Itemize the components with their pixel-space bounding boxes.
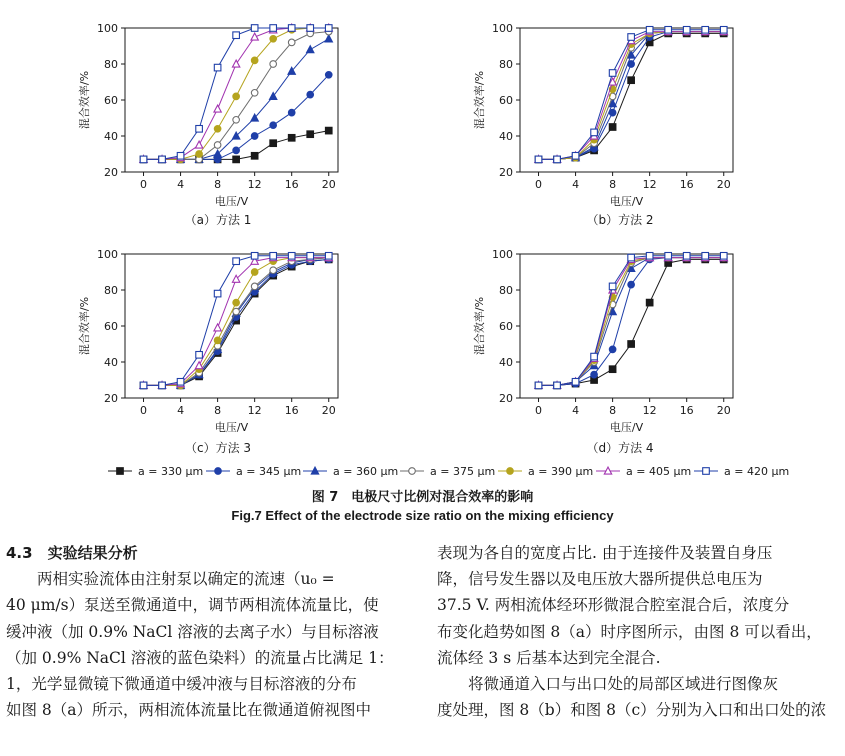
y-tick-label: 80 [499, 58, 513, 71]
figure-caption-en: Fig.7 Effect of the electrode size ratio on the mixing efficiency [231, 508, 614, 523]
left-line: 1，光学显微镜下微通道中缓冲液与目标溶液的分布 [6, 675, 357, 694]
data-point [214, 324, 221, 331]
data-point [251, 253, 258, 260]
plot-frame [520, 254, 733, 398]
x-axis-label: 电压/V [609, 195, 644, 208]
data-point [554, 382, 561, 389]
series-line [539, 258, 724, 386]
x-tick-label: 8 [609, 178, 617, 191]
y-axis-label: 混合效率/% [78, 70, 91, 130]
data-point [233, 93, 240, 100]
y-tick-label: 40 [104, 356, 118, 369]
section-heading: 4.3 实验结果分析 [6, 544, 138, 562]
x-tick-label: 8 [609, 404, 617, 417]
data-point [251, 90, 258, 97]
series-line [539, 256, 724, 386]
data-point [232, 60, 239, 67]
data-point [535, 382, 542, 389]
y-tick-label: 60 [499, 320, 513, 333]
legend-label: a = 330 μm [138, 465, 204, 478]
series-2 [535, 254, 727, 388]
legend-label: a = 420 μm [724, 465, 790, 478]
y-tick-label: 20 [499, 392, 513, 405]
right-line: 将微通道入口与出口处的局部区域进行图像灰 [468, 675, 779, 694]
data-point [270, 267, 277, 274]
series-3 [535, 254, 728, 389]
data-point [270, 25, 277, 32]
x-tick-label: 4 [572, 178, 580, 191]
y-tick-label: 60 [104, 94, 118, 107]
left-line: 缓冲液（加 0.9% NaCl 溶液的去离子水）与目标溶液 [6, 622, 379, 641]
series-line [539, 258, 724, 386]
x-axis-label: 电压/V [609, 421, 644, 434]
y-tick-label: 40 [104, 130, 118, 143]
x-tick-label: 20 [716, 404, 731, 417]
legend-label: a = 390 μm [528, 465, 594, 478]
x-tick-label: 4 [572, 404, 580, 417]
x-tick-label: 20 [321, 404, 336, 417]
y-tick-label: 100 [97, 248, 118, 261]
series-line [539, 258, 724, 386]
data-point [609, 346, 616, 353]
series-line [539, 259, 724, 385]
data-point [288, 25, 295, 32]
right-line: 度处理，图 8（b）和图 8（c）分别为入口和出口处的浓 [437, 701, 827, 720]
panel-title: （b）方法 2 [586, 213, 654, 227]
series-4 [535, 28, 727, 162]
legend-marker [507, 468, 514, 475]
data-point [270, 61, 277, 68]
series-4 [535, 254, 727, 388]
right-line: 表现为各自的宽度占比. 由于连接件及装置自身压 [437, 544, 773, 562]
x-axis-label: 电压/V [214, 195, 249, 208]
x-tick-label: 20 [716, 178, 731, 191]
data-point [702, 27, 709, 34]
series-7 [535, 253, 727, 389]
data-point [591, 353, 598, 360]
data-point [325, 25, 332, 32]
data-point [702, 253, 709, 260]
data-point [159, 156, 166, 163]
data-point [195, 141, 202, 148]
right-line: 布变化趋势如图 8（a）时序图所示，由图 8 可以看出， [437, 622, 822, 641]
plot-panel-3 [77, 248, 338, 455]
data-point [270, 140, 277, 147]
data-point [140, 382, 147, 389]
data-point [270, 253, 277, 260]
data-point [665, 27, 672, 34]
data-point [591, 129, 598, 136]
data-point [251, 269, 258, 276]
plot-panel-4 [472, 248, 733, 455]
y-tick-label: 40 [499, 356, 513, 369]
data-point [233, 308, 240, 315]
y-tick-label: 80 [104, 284, 118, 297]
data-point [233, 117, 240, 124]
data-point [251, 33, 258, 40]
data-point [288, 39, 295, 46]
series-line [539, 258, 724, 386]
data-point [251, 133, 258, 140]
data-point [233, 156, 240, 163]
data-point [720, 27, 727, 34]
data-point [325, 253, 332, 260]
y-tick-label: 20 [499, 166, 513, 179]
x-tick-label: 16 [284, 404, 299, 417]
data-point [307, 25, 314, 32]
data-point [591, 371, 598, 378]
legend-label: a = 360 μm [333, 465, 399, 478]
x-tick-label: 0 [535, 404, 543, 417]
data-point [233, 32, 240, 39]
left-column [6, 540, 406, 723]
series-line [539, 258, 724, 386]
data-point [665, 253, 672, 260]
y-axis-label: 混合效率/% [78, 296, 91, 356]
data-point [159, 382, 166, 389]
plot-frame [520, 28, 733, 172]
y-tick-label: 60 [104, 320, 118, 333]
data-point [646, 299, 653, 306]
data-point [628, 254, 635, 261]
x-tick-label: 0 [535, 178, 543, 191]
data-point [196, 151, 203, 158]
data-point [288, 135, 295, 142]
data-point [720, 253, 727, 260]
data-point [572, 153, 579, 160]
data-point [214, 105, 221, 112]
x-tick-label: 16 [284, 178, 299, 191]
data-point [214, 126, 221, 133]
legend-label: a = 405 μm [626, 465, 692, 478]
data-point [646, 27, 653, 34]
data-point [609, 366, 616, 373]
data-point [307, 46, 314, 53]
data-point [325, 127, 332, 134]
data-point [609, 124, 616, 131]
data-point [214, 142, 221, 149]
data-point [196, 126, 203, 133]
data-point [214, 290, 221, 297]
data-point [233, 147, 240, 154]
data-point [251, 25, 258, 32]
x-tick-label: 8 [214, 178, 222, 191]
data-point [288, 253, 295, 260]
y-tick-label: 80 [499, 284, 513, 297]
y-tick-label: 100 [492, 248, 513, 261]
data-point [554, 156, 561, 163]
y-tick-label: 40 [499, 130, 513, 143]
plot-panel-1 [77, 22, 338, 227]
right-column [437, 540, 837, 723]
x-tick-label: 16 [679, 178, 694, 191]
data-point [307, 131, 314, 138]
data-point [270, 122, 277, 129]
data-point [535, 156, 542, 163]
legend-marker [215, 468, 222, 475]
data-point [251, 153, 258, 160]
y-tick-label: 80 [104, 58, 118, 71]
x-tick-label: 12 [642, 404, 657, 417]
y-axis-label: 混合效率/% [473, 70, 486, 130]
series-1 [535, 256, 727, 389]
plot-panel-2 [472, 22, 733, 227]
panel-title: （c）方法 3 [184, 441, 252, 455]
data-point [628, 281, 635, 288]
right-line: 37.5 V. 两相流体经环形微混合腔室混合后，浓度分 [437, 596, 790, 615]
data-point [307, 253, 314, 260]
panel-title: （d）方法 4 [586, 441, 654, 455]
data-point [251, 57, 258, 64]
series-5 [140, 25, 332, 163]
plot-frame [125, 28, 338, 172]
x-tick-label: 12 [247, 178, 262, 191]
left-line: （加 0.9% NaCl 溶液的蓝色染料）的流量占比满足 1： [6, 648, 394, 667]
data-point [325, 72, 332, 79]
data-point [628, 341, 635, 348]
x-tick-label: 0 [140, 404, 148, 417]
data-point [646, 253, 653, 260]
data-point [572, 379, 579, 386]
data-point [233, 299, 240, 306]
legend-label: a = 345 μm [236, 465, 302, 478]
data-point [609, 70, 616, 77]
legend-marker [703, 468, 710, 475]
data-point [233, 258, 240, 265]
data-point [683, 253, 690, 260]
y-axis-label: 混合效率/% [473, 296, 486, 356]
x-tick-label: 4 [177, 404, 185, 417]
data-point [609, 109, 616, 116]
data-point [683, 27, 690, 34]
x-tick-label: 16 [679, 404, 694, 417]
legend-label: a = 375 μm [430, 465, 496, 478]
series-6 [535, 254, 728, 389]
data-point [214, 337, 221, 344]
left-line: 如图 8（a）所示，两相流体流量比在微通道俯视图中 [6, 701, 372, 720]
data-point [251, 283, 258, 290]
data-point [214, 64, 221, 71]
x-tick-label: 8 [214, 404, 222, 417]
x-tick-label: 4 [177, 178, 185, 191]
x-tick-label: 12 [247, 404, 262, 417]
panel-title: （a）方法 1 [184, 213, 252, 227]
data-point [196, 352, 203, 359]
y-tick-label: 100 [492, 22, 513, 35]
legend-marker [117, 468, 124, 475]
left-line: 两相实验流体由注射泵以确定的流速（u₀ = [37, 570, 335, 589]
x-tick-label: 20 [321, 178, 336, 191]
figure-caption-cn: 图 7 电极尺寸比例对混合效率的影响 [311, 490, 534, 505]
y-tick-label: 20 [104, 392, 118, 405]
right-line: 流体经 3 s 后基本达到完全混合. [437, 648, 661, 667]
y-tick-label: 20 [104, 166, 118, 179]
left-line: 40 μm/s）泵送至微通道中，调节两相流体流量比，使 [6, 596, 379, 615]
data-point [177, 153, 184, 160]
data-point [628, 34, 635, 41]
y-tick-label: 100 [97, 22, 118, 35]
x-tick-label: 12 [642, 178, 657, 191]
x-tick-label: 0 [140, 178, 148, 191]
data-point [307, 91, 314, 98]
data-point [288, 109, 295, 116]
data-point [325, 35, 332, 42]
series-5 [535, 254, 727, 388]
y-tick-label: 60 [499, 94, 513, 107]
right-line: 降，信号发生器以及电压放大器所提供总电压为 [437, 570, 763, 589]
figure-legend [108, 465, 789, 478]
data-point [628, 77, 635, 84]
data-point [140, 156, 147, 163]
legend-marker [409, 468, 416, 475]
x-axis-label: 电压/V [214, 421, 249, 434]
data-point [270, 36, 277, 43]
data-point [177, 379, 184, 386]
data-point [609, 283, 616, 290]
